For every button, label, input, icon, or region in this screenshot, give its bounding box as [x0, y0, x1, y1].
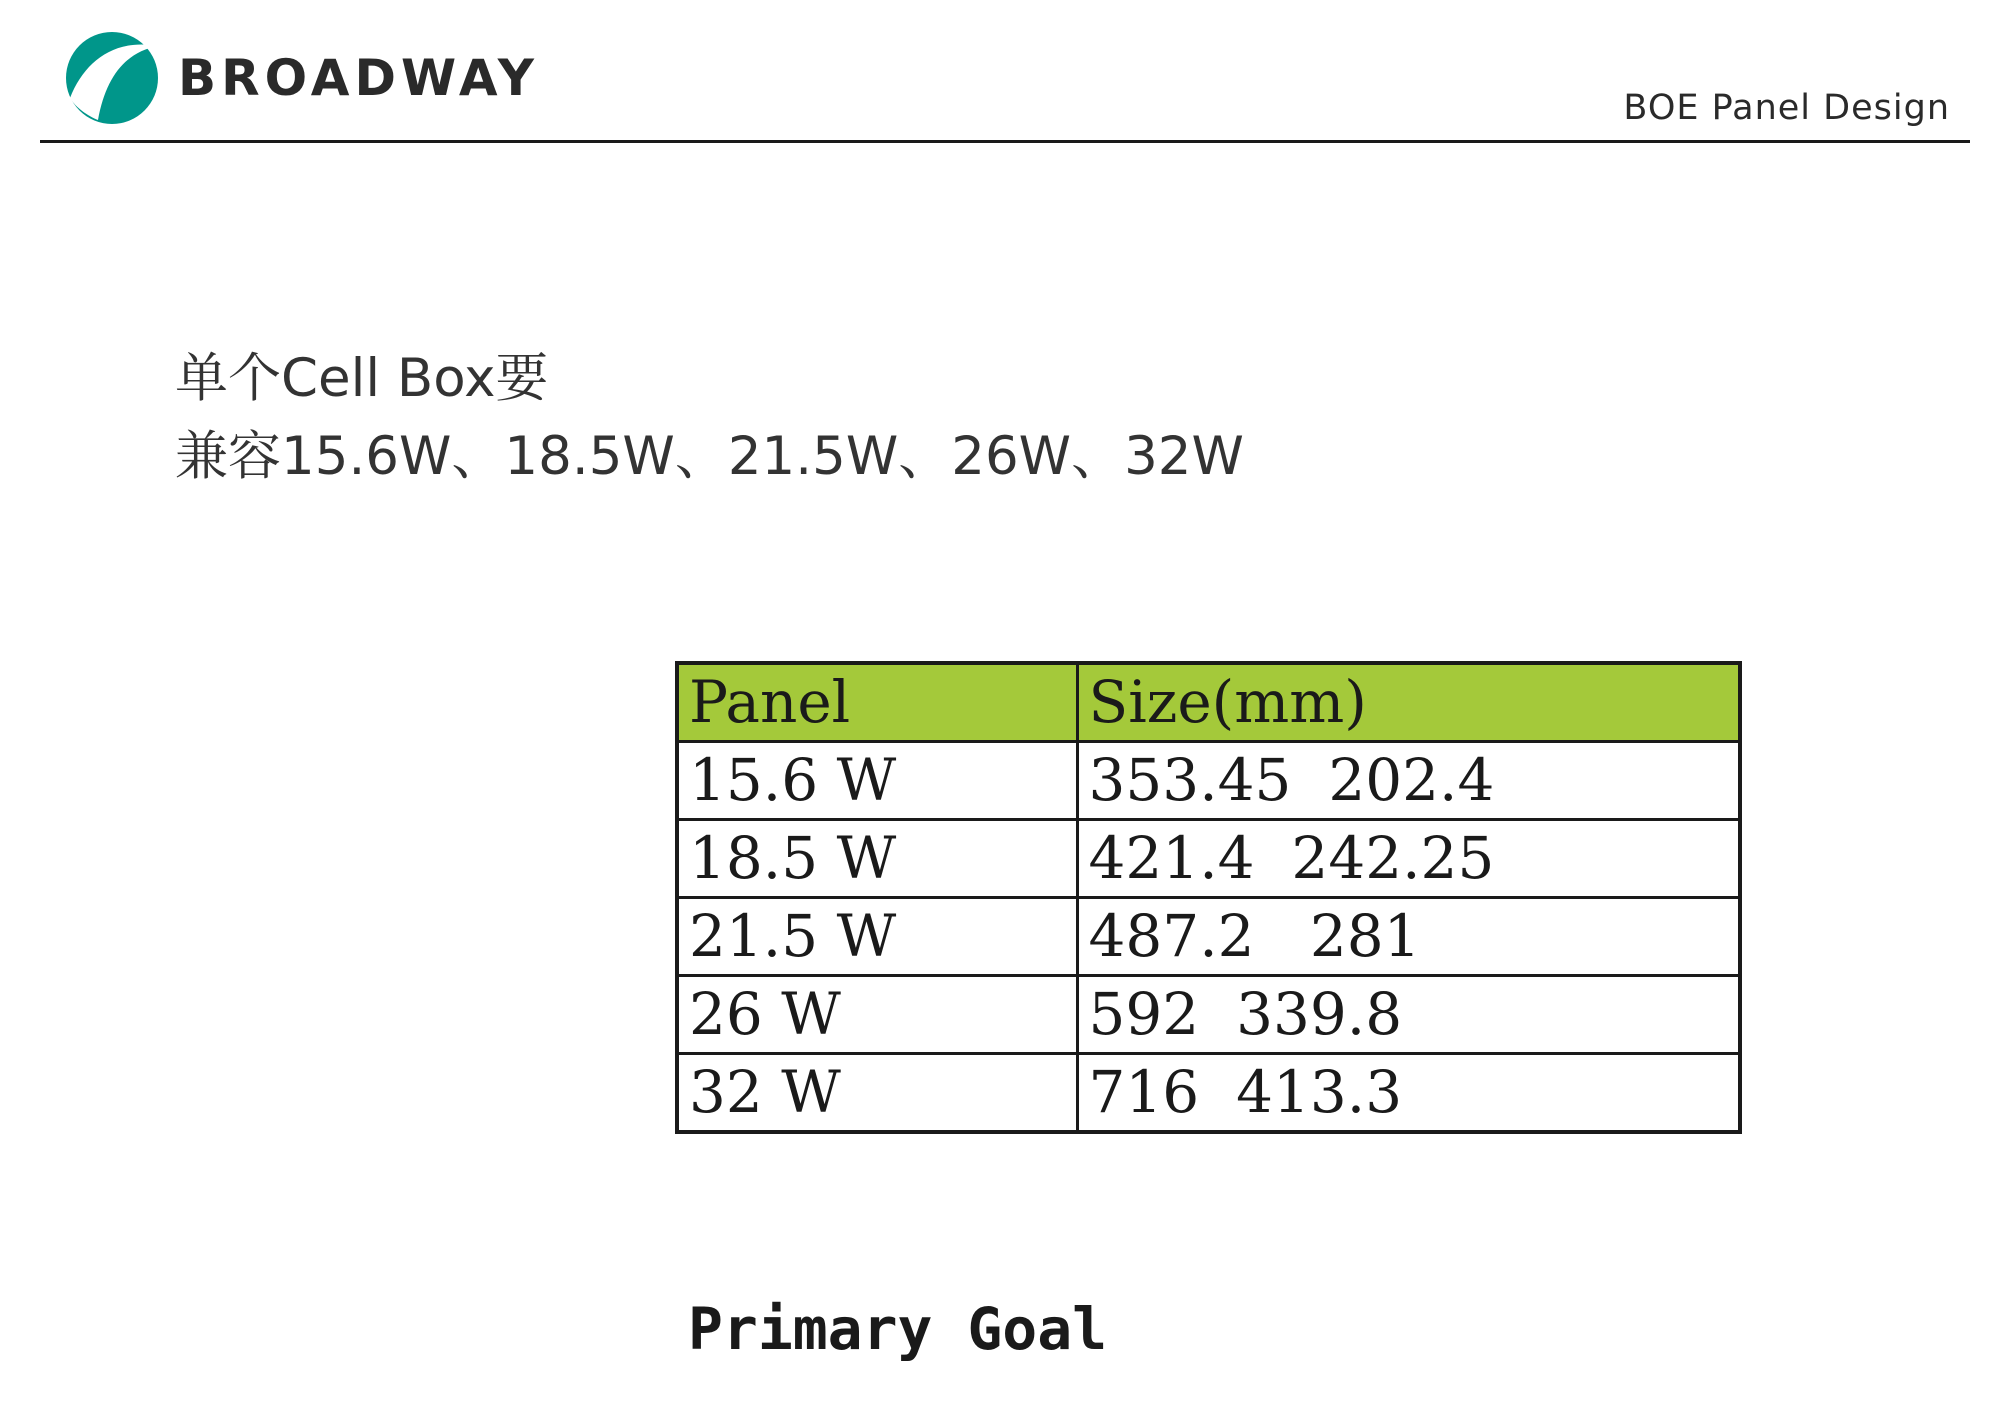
- size-cell: 592 339.8: [1077, 976, 1740, 1054]
- requirement-line-2: 兼容15.6W、18.5W、21.5W、26W、32W: [175, 426, 1244, 487]
- size-cell: 487.2 281: [1077, 898, 1740, 976]
- panel-cell: 26 W: [677, 976, 1077, 1054]
- panel-size-table: [675, 661, 1742, 1134]
- column-header-size: Size(mm): [1077, 663, 1740, 742]
- panel-cell: 21.5 W: [677, 898, 1077, 976]
- size-cell: 421.4 242.25: [1077, 820, 1740, 898]
- panel-cell: 15.6 W: [677, 742, 1077, 820]
- broadway-swoosh-icon: [62, 28, 162, 128]
- panel-cell: 18.5 W: [677, 820, 1077, 898]
- document-label: BOE Panel Design: [1623, 88, 1950, 128]
- size-cell: 353.45 202.4: [1077, 742, 1740, 820]
- brand-name: BROADWAY: [178, 49, 539, 107]
- table-header-row: [677, 663, 1740, 742]
- column-header-panel: Panel: [677, 663, 1077, 742]
- header-divider: [40, 140, 1970, 143]
- primary-goal-label: Primary Goal: [688, 1295, 1108, 1363]
- size-cell: 716 413.3: [1077, 1054, 1740, 1133]
- table-row: [677, 820, 1740, 898]
- table-row: [677, 742, 1740, 820]
- table-row: [677, 898, 1740, 976]
- table-row: [677, 976, 1740, 1054]
- requirement-line-1: 单个Cell Box要: [175, 348, 549, 409]
- panel-cell: 32 W: [677, 1054, 1077, 1133]
- table-row: [677, 1054, 1740, 1133]
